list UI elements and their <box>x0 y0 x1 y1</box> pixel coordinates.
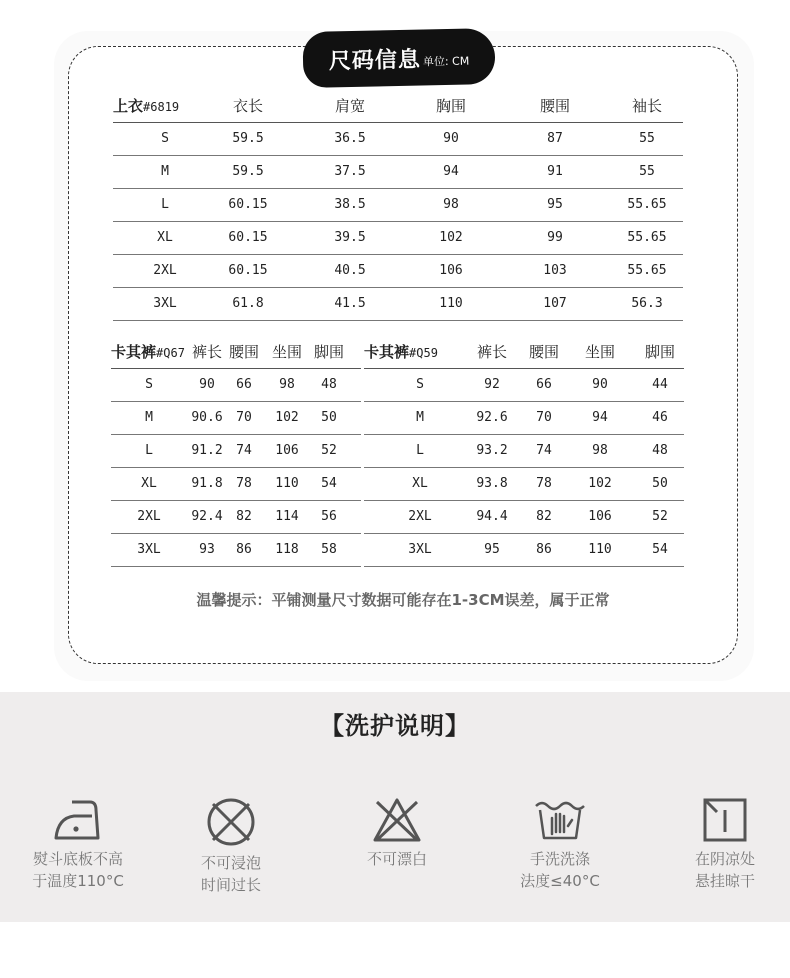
size-label: 3XL <box>137 542 161 557</box>
table-cell: 70 <box>536 410 552 425</box>
table-row <box>364 501 684 534</box>
table-cell: 54 <box>321 476 337 491</box>
size-label: S <box>161 131 169 146</box>
table-cell: 61.8 <box>232 296 264 311</box>
table-cell: 106 <box>275 443 299 458</box>
table-cell: 70 <box>236 410 252 425</box>
table-cell: 37.5 <box>334 164 366 179</box>
table-cell: 110 <box>588 542 612 557</box>
table-row <box>111 369 361 402</box>
size-label: M <box>161 164 169 179</box>
table-cell: 52 <box>321 443 337 458</box>
care-label-line1: 手洗洗涤 <box>529 850 590 868</box>
table-cell: 94.4 <box>476 509 508 524</box>
table-row <box>111 402 361 435</box>
table-cell: 110 <box>439 296 463 311</box>
table-row <box>111 435 361 468</box>
size-label: M <box>416 410 424 425</box>
table-cell: 58 <box>321 542 337 557</box>
table-cell: 91 <box>547 164 563 179</box>
table-cell: 87 <box>547 131 563 146</box>
table-cell: 90 <box>443 131 459 146</box>
care-label-line1: 熨斗底板不高 <box>32 850 123 868</box>
size-info-title <box>302 28 495 88</box>
column-header: 脚围 <box>644 343 675 361</box>
table-cell: 55 <box>639 164 655 179</box>
table-cell: 48 <box>652 443 668 458</box>
do-not-soak-icon <box>205 796 257 848</box>
table-cell: 95 <box>484 542 500 557</box>
table-row <box>364 369 684 402</box>
table-cell: 86 <box>536 542 552 557</box>
size-label: M <box>145 410 153 425</box>
table-cell: 40.5 <box>334 263 366 278</box>
table-cell: 91.8 <box>191 476 223 491</box>
table-cell: 38.5 <box>334 197 366 212</box>
care-label-line2: 法度≤40°C <box>520 872 600 890</box>
table-product-name: 卡其裤#Q59 <box>364 343 438 361</box>
column-header: 裤长 <box>191 343 222 361</box>
care-item-soak <box>161 796 301 896</box>
size-label: 2XL <box>408 509 432 524</box>
column-header: 腰围 <box>528 343 559 361</box>
table-cell: 60.15 <box>228 230 268 245</box>
size-label: XL <box>157 230 173 245</box>
table-cell: 92.4 <box>191 509 223 524</box>
size-label: S <box>416 377 424 392</box>
table-cell: 74 <box>236 443 252 458</box>
measurement-tip: 温馨提示：平铺测量尺寸数据可能存在1-3CM误差，属于正常 <box>196 591 610 609</box>
table-header-row <box>111 336 361 369</box>
care-item-iron <box>8 796 148 892</box>
column-header: 袖长 <box>631 97 662 115</box>
table-cell: 93.8 <box>476 476 508 491</box>
table-cell: 60.15 <box>228 263 268 278</box>
column-header: 腰围 <box>539 97 570 115</box>
column-header: 脚围 <box>313 343 344 361</box>
table-cell: 48 <box>321 377 337 392</box>
table-row <box>113 288 683 321</box>
size-label: XL <box>141 476 157 491</box>
table-cell: 98 <box>592 443 608 458</box>
table-cell: 99 <box>547 230 563 245</box>
table-cell: 92 <box>484 377 500 392</box>
table-cell: 114 <box>275 509 299 524</box>
table-cell: 82 <box>236 509 252 524</box>
table-cell: 46 <box>652 410 668 425</box>
size-label: L <box>145 443 153 458</box>
table-cell: 92.6 <box>476 410 508 425</box>
care-item-handwash <box>490 796 630 892</box>
care-item-bleach <box>327 796 467 870</box>
table-cell: 102 <box>439 230 463 245</box>
table-cell: 55.65 <box>627 230 667 245</box>
table-cell: 59.5 <box>232 131 264 146</box>
care-label-line2: 时间过长 <box>200 876 261 894</box>
table-cell: 94 <box>443 164 459 179</box>
size-label: S <box>145 377 153 392</box>
table-row <box>113 222 683 255</box>
table-cell: 94 <box>592 410 608 425</box>
size-info-title-text: 尺码信息 <box>328 47 422 74</box>
table-cell: 36.5 <box>334 131 366 146</box>
care-label-line2: 于温度110°C <box>32 872 124 890</box>
table-row <box>113 123 683 156</box>
table-cell: 41.5 <box>334 296 366 311</box>
table-cell: 102 <box>588 476 612 491</box>
iron-icon <box>50 796 106 844</box>
do-not-bleach-icon <box>371 796 423 844</box>
table-cell: 107 <box>543 296 567 311</box>
table-row <box>364 435 684 468</box>
table-row <box>113 156 683 189</box>
table-cell: 106 <box>588 509 612 524</box>
line-dry-shade-icon <box>701 796 749 844</box>
table-cell: 44 <box>652 377 668 392</box>
table-cell: 66 <box>236 377 252 392</box>
table-cell: 82 <box>536 509 552 524</box>
table-cell: 50 <box>321 410 337 425</box>
size-label: XL <box>412 476 428 491</box>
size-label: 2XL <box>153 263 177 278</box>
care-item-dry <box>655 796 790 892</box>
care-label-line2: 悬挂晾干 <box>694 872 755 890</box>
table-cell: 93.2 <box>476 443 508 458</box>
table-row <box>111 468 361 501</box>
table-row <box>364 402 684 435</box>
table-row <box>111 534 361 567</box>
table-cell: 103 <box>543 263 567 278</box>
table-cell: 110 <box>275 476 299 491</box>
column-header: 肩宽 <box>334 97 365 115</box>
table-cell: 59.5 <box>232 164 264 179</box>
size-label: 2XL <box>137 509 161 524</box>
column-header: 坐围 <box>584 343 615 361</box>
table-cell: 56.3 <box>631 296 663 311</box>
table-row <box>364 468 684 501</box>
table-cell: 102 <box>275 410 299 425</box>
table-cell: 93 <box>199 542 215 557</box>
column-header: 坐围 <box>271 343 302 361</box>
table-cell: 90 <box>199 377 215 392</box>
table-cell: 55.65 <box>627 197 667 212</box>
table-cell: 55.65 <box>627 263 667 278</box>
table-row <box>364 534 684 567</box>
table-cell: 78 <box>236 476 252 491</box>
table-header-row <box>113 90 683 123</box>
table-cell: 39.5 <box>334 230 366 245</box>
table-cell: 118 <box>275 542 299 557</box>
column-header: 裤长 <box>476 343 507 361</box>
care-label-line1: 在阴凉处 <box>694 850 755 868</box>
table-cell: 90 <box>592 377 608 392</box>
care-label-line1: 不可漂白 <box>366 850 427 868</box>
hand-wash-icon <box>532 796 588 844</box>
size-label: 3XL <box>408 542 432 557</box>
table-cell: 52 <box>652 509 668 524</box>
care-label-line1: 不可浸泡 <box>200 854 261 872</box>
table-cell: 50 <box>652 476 668 491</box>
size-label: 3XL <box>153 296 177 311</box>
care-section <box>0 692 790 922</box>
table-cell: 90.6 <box>191 410 223 425</box>
table-cell: 98 <box>443 197 459 212</box>
table-cell: 78 <box>536 476 552 491</box>
care-title: 【洗护说明】 <box>320 712 470 740</box>
table-product-name: 上衣#6819 <box>113 97 180 115</box>
table-cell: 86 <box>236 542 252 557</box>
table-cell: 55 <box>639 131 655 146</box>
table-cell: 95 <box>547 197 563 212</box>
size-label: L <box>161 197 169 212</box>
table-cell: 74 <box>536 443 552 458</box>
table-cell: 60.15 <box>228 197 268 212</box>
table-cell: 54 <box>652 542 668 557</box>
table-cell: 91.2 <box>191 443 223 458</box>
column-header: 衣长 <box>232 97 263 115</box>
column-header: 胸围 <box>435 97 466 115</box>
table-cell: 98 <box>279 377 295 392</box>
table-product-name: 卡其裤#Q67 <box>111 343 185 361</box>
size-label: L <box>416 443 424 458</box>
column-header: 腰围 <box>228 343 259 361</box>
table-cell: 56 <box>321 509 337 524</box>
table-row <box>113 255 683 288</box>
table-header-row <box>364 336 684 369</box>
table-cell: 106 <box>439 263 463 278</box>
table-cell: 66 <box>536 377 552 392</box>
table-row <box>111 501 361 534</box>
size-info-unit: 单位: CM <box>422 54 470 69</box>
table-row <box>113 189 683 222</box>
